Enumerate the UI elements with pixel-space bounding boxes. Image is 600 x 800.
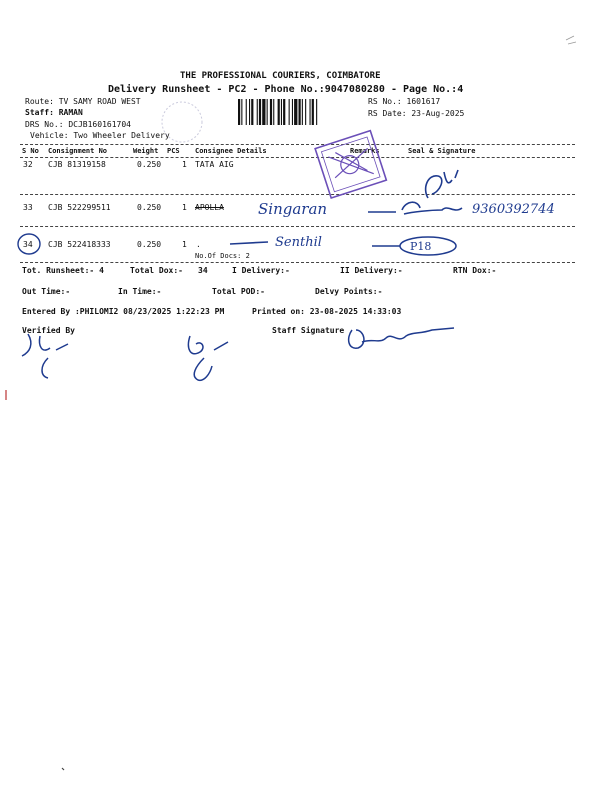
row33-handwritten-name: Singaran: [258, 200, 328, 218]
stray-mark-top-right: [566, 36, 576, 44]
row34-sno: 34: [23, 240, 33, 249]
col-seal: Seal & Signature: [408, 147, 476, 155]
col-sno: S No: [22, 147, 39, 155]
no-of-docs: No.Of Docs: 2: [195, 252, 250, 260]
row32-weight: 0.250: [137, 160, 162, 169]
out-time: Out Time:-: [22, 287, 71, 296]
row34-weight: 0.250: [137, 240, 162, 249]
total-pod: Total POD:-: [212, 287, 265, 296]
delvy-points: Delvy Points:-: [315, 287, 383, 296]
company-rubber-stamp: [315, 131, 386, 198]
row32-consignee: TATA AIG: [195, 160, 234, 169]
row32-consignment: CJB 81319158: [48, 160, 106, 169]
rtn-dox: RTN Dox:-: [453, 266, 497, 275]
verifier-signature-2: [188, 336, 228, 380]
row34-consignment: CJB 522418333: [48, 240, 111, 249]
col-consignee: Consignee Details: [195, 147, 267, 155]
row34-handwritten-name: Senthil: [275, 235, 322, 250]
ii-delivery: II Delivery:-: [340, 266, 403, 275]
total-dox-label: Total Dox:-: [130, 266, 183, 275]
company-title: THE PROFESSIONAL COURIERS, COIMBATORE: [180, 71, 381, 81]
row33-signature: [402, 202, 462, 214]
row34-consignee: .: [196, 240, 201, 249]
total-dox-value: 34: [198, 266, 208, 275]
rs-date: RS Date: 23-Aug-2025: [368, 109, 465, 118]
row33-sno: 33: [23, 203, 33, 212]
row32-sno: 32: [23, 160, 33, 169]
row33-pcs: 1: [182, 203, 187, 212]
row32-signature: [426, 170, 458, 198]
vehicle-label: Vehicle: Two Wheeler Delivery: [30, 131, 170, 140]
entered-by: Entered By :PHILOMI2 08/23/2025 1:22:23 PM: [22, 307, 225, 316]
runsheet-subtitle: Delivery Runsheet - PC2 - Phone No.:9047080280 - Page No.:4: [108, 84, 464, 95]
row33-handwritten-phone: 9360392744: [472, 202, 555, 217]
verified-by: Verified By: [22, 326, 75, 335]
row33-weight: 0.250: [137, 203, 162, 212]
row34-handwritten-stamp: P18: [410, 240, 432, 253]
row34-p18-oval: [400, 237, 456, 255]
i-delivery: I Delivery:-: [232, 266, 290, 275]
verifier-signature-1: [22, 334, 68, 378]
row34-pcs: 1: [182, 240, 187, 249]
row34-dash-1: [230, 242, 268, 244]
row33-consignee: APOLLA: [195, 203, 224, 212]
route-label: Route: TV SAMY ROAD WEST: [25, 97, 141, 106]
printed-on: Printed on: 23-08-2025 14:33:03: [252, 307, 402, 316]
row34-sno-circle: [18, 234, 40, 254]
tot-runsheet: Tot. Runsheet:- 4: [22, 266, 104, 275]
col-pcs: PCS: [167, 147, 180, 155]
row33-consignment: CJB 522299511: [48, 203, 111, 212]
stray-mark-bottom: [62, 768, 64, 770]
col-remarks: Remarks: [350, 147, 380, 155]
drs-label: DRS No.: DCJB160161704: [25, 120, 131, 129]
col-weight: Weight: [133, 147, 159, 155]
staff-signature: [349, 328, 454, 348]
staff-signature-label: Staff Signature: [272, 326, 345, 335]
row32-pcs: 1: [182, 160, 187, 169]
staff-label: Staff: RAMAN: [25, 108, 83, 117]
rs-number: RS No.: 1601617: [368, 97, 441, 106]
faint-stamp: [162, 102, 202, 142]
in-time: In Time:-: [118, 287, 162, 296]
col-consignment: Consignment No: [48, 147, 108, 155]
